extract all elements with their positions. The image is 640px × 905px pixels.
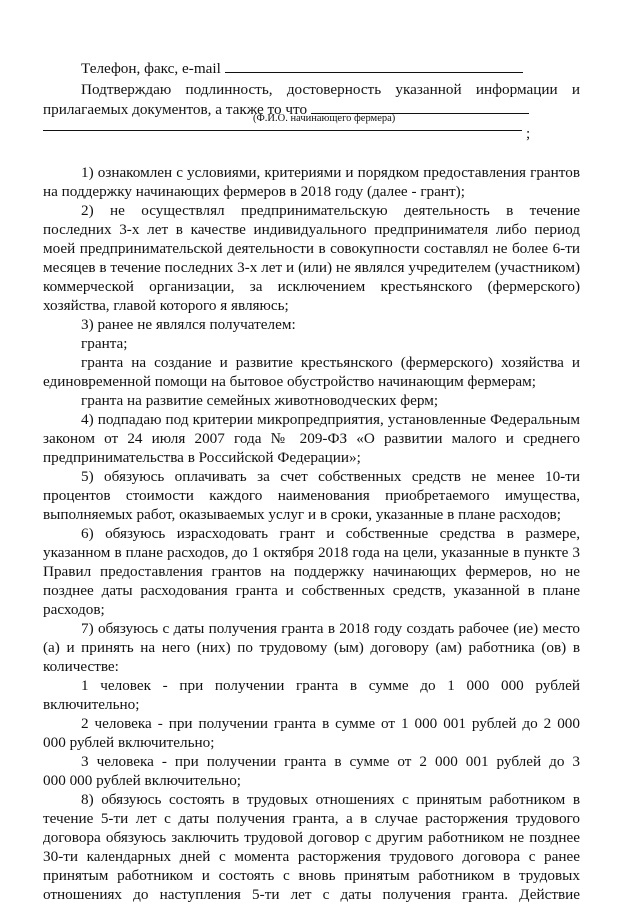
text-line: 4) подпадаю под критерии микропредприятия, установленные Федеральным	[81, 411, 580, 428]
text-line: 3) ранее не являлся получателем:	[81, 316, 296, 333]
farmer-name-blank	[311, 99, 529, 114]
text-line: принятым работником и состоять с вновь принятым работником в трудовых	[43, 867, 580, 884]
text-line: 8) обязуюсь состоять в трудовых отношениях с принятым работником в	[81, 791, 580, 808]
text-line: 000 000 рублей включительно;	[43, 772, 242, 789]
farmer-name-caption: (Ф.И.О. начинающего фермера)	[253, 113, 396, 124]
text-line: 000 рублей включительно;	[43, 734, 215, 751]
text-line: отношениях до наступления 5-ти лет с даты получения гранта. Действие	[43, 886, 580, 903]
text-line: 2) не осуществлял предпринимательскую деятельность в течение	[81, 202, 580, 219]
text-line: включительно;	[43, 696, 140, 713]
text-line: коммерческой организации, за исключением крестьянского (фермерского)	[43, 278, 580, 295]
text-line: хозяйства, главой которого я являюсь;	[43, 297, 289, 314]
text-line: 3 человека - при получении гранта в сумме от 2 000 001 рублей до 3	[81, 753, 580, 770]
text-line: договора обязуюсь заключить трудовой договор с другим работником не позднее	[43, 829, 580, 846]
text-line: (а) и принять на него (них) по трудовому (ым) договору (ам) работника (ов) в	[43, 639, 580, 656]
text-line: гранта на развитие семейных животноводческих ферм;	[81, 392, 439, 409]
text-line: месяцев в течение последних 3-х лет и (или) не являлся учредителем (участником)	[43, 259, 580, 276]
text-line: единовременной помощи на бытовое обустройство начинающим фермерам;	[43, 373, 536, 390]
text-line: течение 5-ти лет с даты получения гранта, а в случае расторжения трудового	[43, 810, 580, 827]
text-line: количестве:	[43, 658, 119, 675]
farmer-name-rule	[43, 130, 522, 131]
contact-label: Телефон, факс, e-mail	[81, 60, 221, 77]
text-line: 7) обязуюсь с даты получения гранта в 2018 году создать рабочее (ие) место	[81, 620, 580, 637]
text-line: последних 3-х лет в качестве индивидуального предпринимателя либо период	[43, 221, 580, 238]
confirm-text-2: прилагаемых документов, а также то что	[43, 101, 308, 118]
contact-line	[81, 58, 580, 78]
text-line: гранта на создание и развитие крестьянского (фермерского) хозяйства и	[81, 354, 580, 371]
text-line: процентов стоимости каждого наименования приобретаемого имущества,	[43, 487, 580, 504]
text-line: позднее даты расходования гранта и собственных средств, указанной в плане	[43, 582, 580, 599]
text-line: законом от 24 июля 2007 года № 209-ФЗ «О развитии малого и среднего	[43, 430, 580, 447]
text-line: 5) обязуюсь оплачивать за счет собственных средств не менее 10-ти	[81, 468, 580, 485]
text-line: гранта;	[81, 335, 128, 352]
rule-semicolon: ;	[526, 125, 531, 142]
text-line: 2 человека - при получении гранта в сумме от 1 000 001 рублей до 2 000	[81, 715, 580, 732]
text-line: 30-ти календарных дней с момента расторжения трудового договора с ранее	[43, 848, 580, 865]
text-line: 1 человек - при получении гранта в сумме до 1 000 000 рублей	[81, 677, 580, 694]
text-line: 1) ознакомлен с условиями, критериями и порядком предоставления грантов	[81, 164, 580, 181]
text-line: на поддержку начинающих фермеров в 2018 году (далее - грант);	[43, 183, 465, 200]
confirm-line-1: Подтверждаю подлинность, достоверность указанной информации и	[81, 81, 580, 98]
text-line: 6) обязуюсь израсходовать грант и собственные средства в размере,	[81, 525, 580, 542]
text-line: указанном в плане расходов, до 1 октября 2018 года на цели, указанные в пункте 3	[43, 544, 580, 561]
text-line: предпринимательства в Российской Федерации»;	[43, 449, 361, 466]
text-line: моей предпринимательской деятельности в совокупности составлял не более 6-ти	[43, 240, 580, 257]
text-line: выполняемых работ, оказываемых услуг и в сроки, указанные в плане расходов;	[43, 506, 561, 523]
text-line: Правил предоставления грантов на поддержку начинающих фермеров, но не	[43, 563, 580, 580]
text-line: расходов;	[43, 601, 105, 618]
contact-blank	[225, 58, 523, 73]
